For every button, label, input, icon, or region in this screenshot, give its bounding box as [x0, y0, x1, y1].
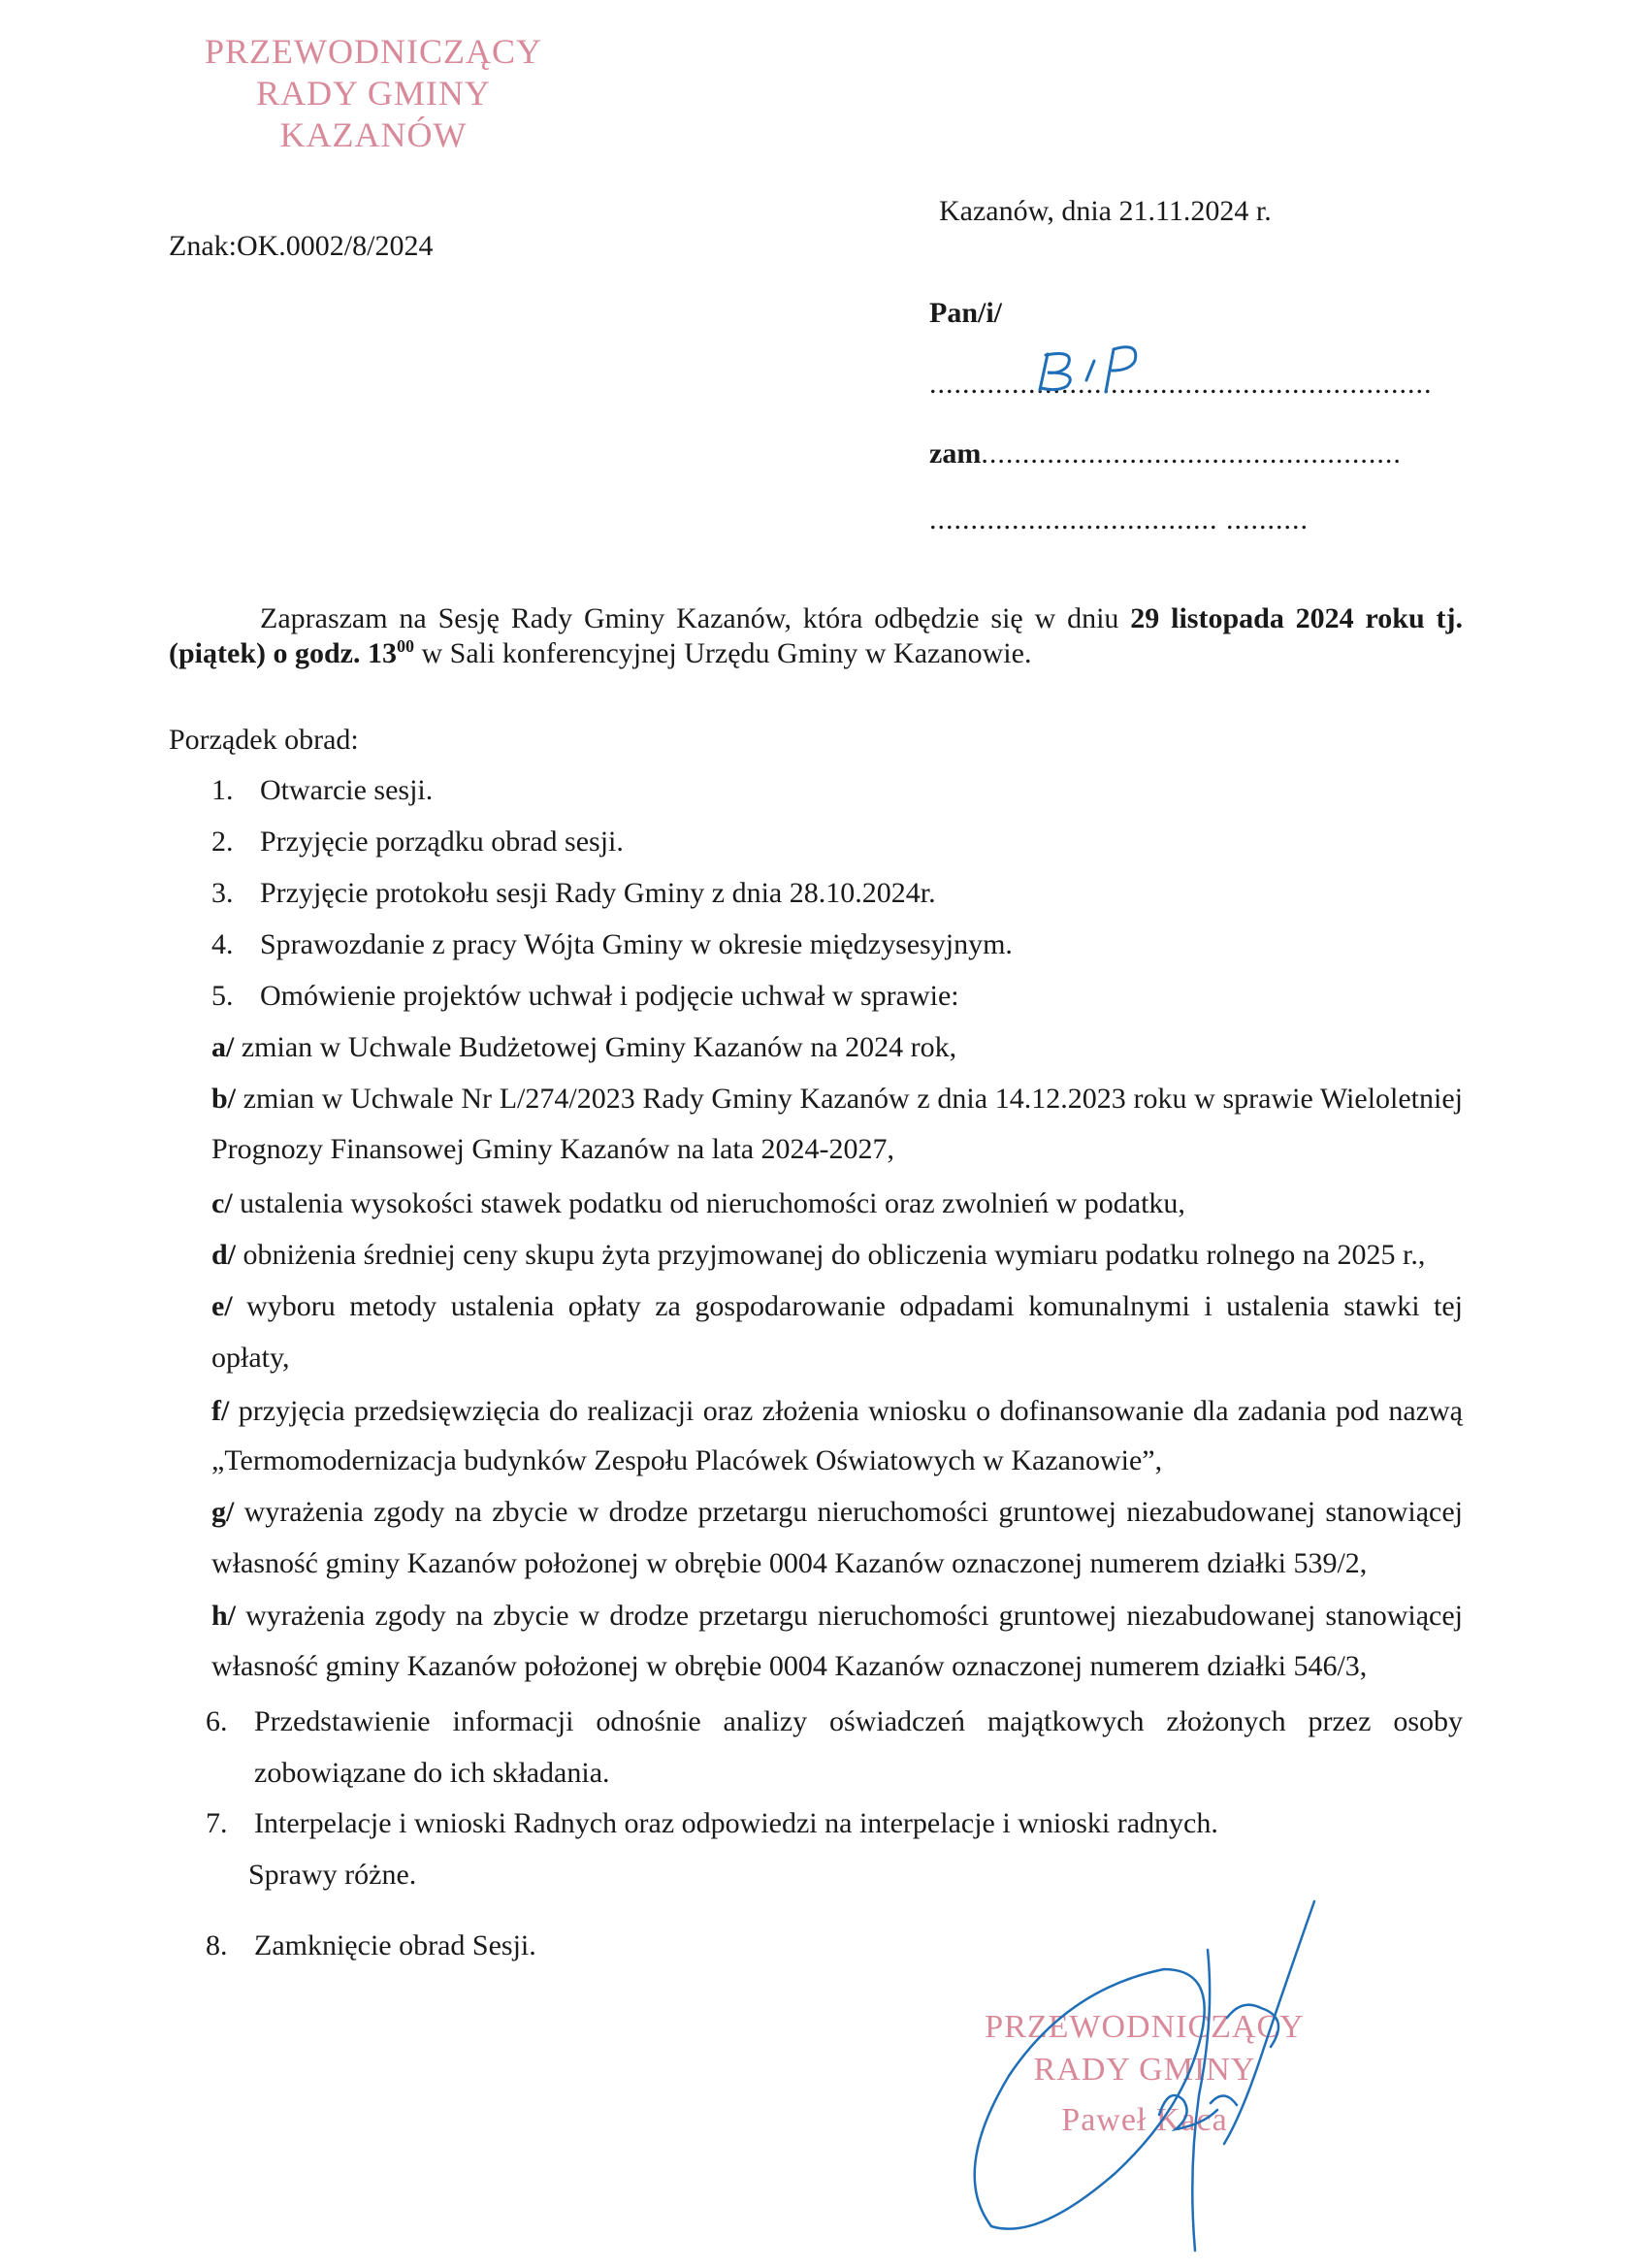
- agenda-item-number: 4.: [211, 928, 234, 960]
- salutation: Pan/i/: [929, 297, 1003, 329]
- subitem-text: obniżenia średniej ceny skupu żyta przyjmowanej do obliczenia wymiaru podatku rolnego na 2025 r.,: [236, 1239, 1426, 1271]
- subitem-text: zmian w Uchwale Nr L/274/2023 Rady Gminy Kazanów z dnia 14.12.2023 roku w sprawie Wieloletniej: [236, 1083, 1463, 1115]
- agenda-item-6-number: 6.: [206, 1705, 228, 1737]
- reference-number: Znak:OK.0002/8/2024: [169, 230, 434, 262]
- top-stamp-line2: RADY GMINY: [256, 74, 491, 113]
- subitem-letter: g/: [211, 1496, 235, 1528]
- subitem-e-line2: opłaty,: [211, 1342, 290, 1374]
- agenda-item-number: 2.: [211, 826, 234, 858]
- top-stamp-line3: KAZANÓW: [279, 115, 468, 155]
- top-stamp-line1: PRZEWODNICZĄCY: [205, 32, 542, 71]
- subitem-text: wyrażenia zgody na zbycie w drodze przetargu nieruchomości gruntowej niezabudowanej stanowiącej: [236, 1600, 1463, 1632]
- address-dots: ...................................................: [981, 437, 1402, 470]
- subitem-h-line2: własność gminy Kazanów położonej w obrębie 0004 Kazanów oznaczonej numerem działki 546/3,: [211, 1650, 1368, 1682]
- agenda-item-number: 5.: [211, 980, 234, 1012]
- subitem-b-line2: Prognozy Finansowej Gminy Kazanów na lata 2024-2027,: [211, 1133, 895, 1165]
- invitation-date: 29 listopada 2024 roku tj.: [1130, 602, 1463, 634]
- agenda-item-8-line1: Zamknięcie obrad Sesji.: [254, 1929, 536, 1961]
- agenda-title: Porządek obrad:: [169, 724, 359, 756]
- subitem-letter: b/: [211, 1083, 237, 1115]
- agenda-item-7-line1: Interpelacje i wnioski Radnych oraz odpowiedzi na interpelacje i wnioski radnych.: [254, 1807, 1218, 1839]
- agenda-item-number: 1.: [211, 774, 234, 806]
- agenda-item-8-number: 8.: [206, 1929, 228, 1961]
- subitem-f-line2: „Termomodernizacja budynków Zespołu Placówek Oświatowych w Kazanowie”,: [211, 1444, 1163, 1476]
- addressee-name-line: .............................................................: [929, 368, 1433, 400]
- subitem-letter: e/: [211, 1290, 233, 1322]
- bottom-stamp-line3: Paweł Kaca: [1061, 2102, 1228, 2139]
- invitation-part2: w Sali konferencyjnej Urzędu Gminy w Kazanowie.: [414, 637, 1032, 669]
- subitem-letter: h/: [211, 1600, 237, 1632]
- invitation-part1: Zapraszam na Sesję Rady Gminy Kazanów, która odbędzie się w dniu: [260, 602, 1131, 634]
- agenda-item-text: Otwarcie sesji.: [260, 774, 434, 806]
- subitem-letter: c/: [211, 1187, 233, 1219]
- subitem-text: ustalenia wysokości stawek podatku od nieruchomości oraz zwolnień w podatku,: [232, 1187, 1185, 1219]
- subitem-letter: a/: [211, 1031, 235, 1063]
- subitem-letter: f/: [211, 1395, 230, 1427]
- agenda-item-text: Przyjęcie porządku obrad sesji.: [260, 826, 624, 858]
- agenda-item-number: 3.: [211, 877, 234, 909]
- invitation-day: (piątek) o godz. 13: [169, 637, 397, 669]
- subitem-text: przyjęcia przedsięwzięcia do realizacji oraz złożenia wniosku o dofinansowanie dla zadania pod nazwą: [229, 1395, 1463, 1427]
- subitem-g-line2: własność gminy Kazanów położonej w obrębie 0004 Kazanów oznaczonej numerem działki 539/2,: [211, 1547, 1368, 1579]
- agenda-item-text: Omówienie projektów uchwał i podjęcie uchwał w sprawie:: [260, 980, 959, 1012]
- place-date: Kazanów, dnia 21.11.2024 r.: [939, 195, 1272, 227]
- address-label-text: zam: [929, 437, 982, 470]
- bip-handwriting: [1040, 347, 1136, 392]
- subitem-text: wyrażenia zgody na zbycie w drodze przetargu nieruchomości gruntowej niezabudowanej stanowiącej: [234, 1496, 1463, 1528]
- address-line2: ................................... ..........: [929, 503, 1309, 535]
- agenda-item-text: Sprawozdanie z pracy Wójta Gminy w okresie międzysesyjnym.: [260, 928, 1013, 960]
- agenda-item-6-line1: Przedstawienie informacji odnośnie analizy oświadczeń majątkowych złożonych przez osoby: [254, 1705, 1463, 1737]
- signature: [975, 1901, 1314, 2251]
- agenda-item-7-number: 7.: [206, 1807, 228, 1839]
- agenda-item-text: Przyjęcie protokołu sesji Rady Gminy z dnia 28.10.2024r.: [260, 877, 936, 909]
- bottom-stamp-line2: RADY GMINY: [1033, 2052, 1256, 2089]
- subitem-text: zmian w Uchwale Budżetowej Gminy Kazanów na 2024 rok,: [234, 1031, 957, 1063]
- bottom-stamp-line1: PRZEWODNICZĄCY: [985, 2009, 1305, 2045]
- invitation-time-sup: 00: [397, 636, 414, 656]
- subitem-letter: d/: [211, 1239, 237, 1271]
- agenda-item-7-line2: Sprawy różne.: [248, 1859, 417, 1891]
- agenda-item-6-line2: zobowiązane do ich składania.: [254, 1757, 610, 1789]
- subitem-text: wyboru metody ustalenia opłaty za gospodarowanie odpadami komunalnymi i ustalenia stawki tej: [232, 1290, 1463, 1322]
